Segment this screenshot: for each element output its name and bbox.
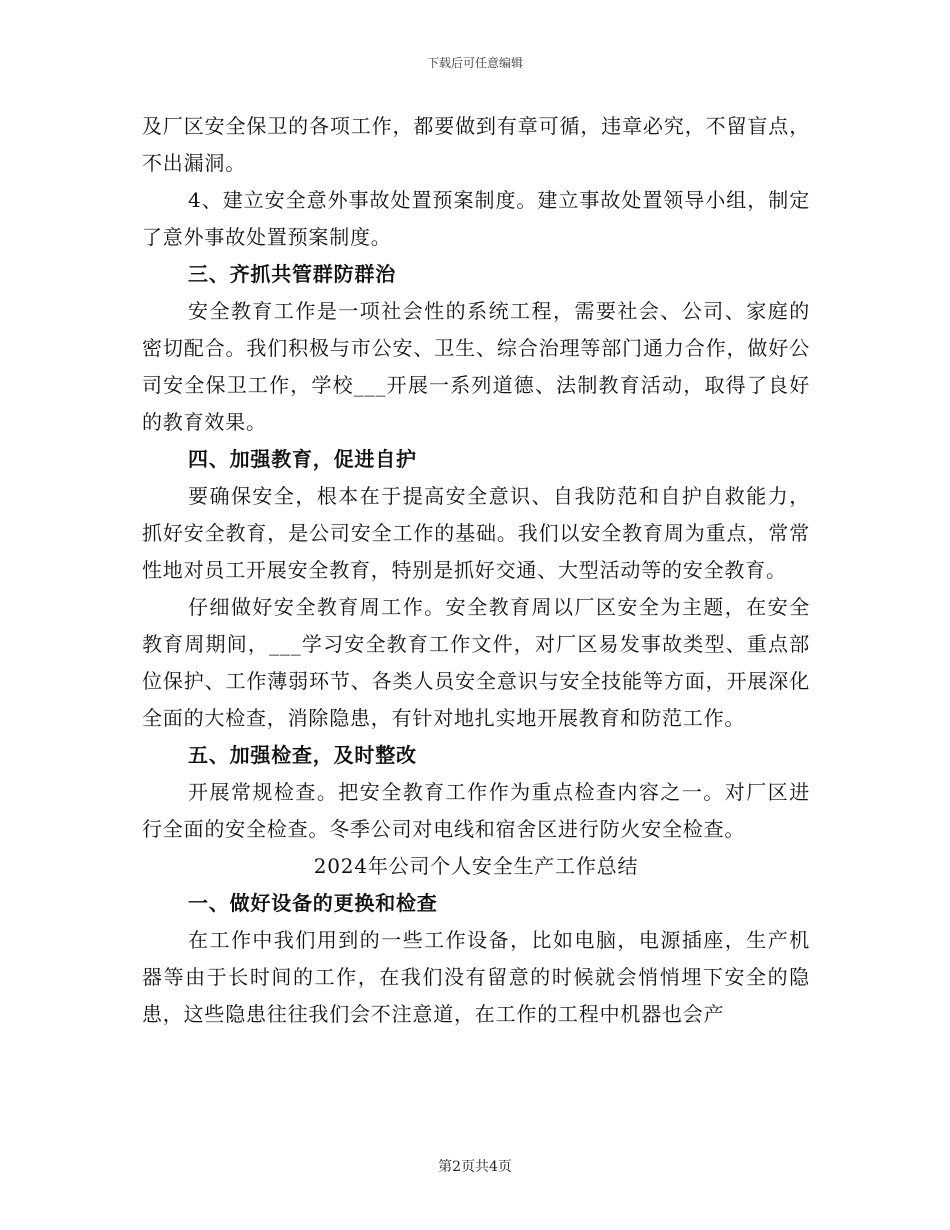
document-title: 2024年公司个人安全生产工作总结 [313, 854, 639, 878]
paragraph-education: 要确保安全，根本在于提高安全意识、自我防范和自护自救能力，抓好安全教育，是公司安全工作的基础。我们以安全教育周为重点，常常性地对员工开展安全教育，特别是抓好交通、大型活动等的安全教育。 [142, 484, 810, 582]
paragraph-continuation: 及厂区安全保卫的各项工作，都要做到有章可循，违章必究，不留盲点，不出漏洞。 [142, 114, 810, 175]
paragraph-cooperation: 安全教育工作是一项社会性的系统工程，需要社会、公司、家庭的密切配合。我们积极与市公安、卫生、综合治理等部门通力合作，做好公司安全保卫工作，学校___开展一系列道德、法制教育活动，取得了良好的教育效果。 [142, 299, 810, 434]
page-header: 下载后可任意编辑 [426, 56, 523, 70]
page-footer: 第2页共4页 [438, 1159, 512, 1175]
paragraph-equipment: 在工作中我们用到的一些工作设备，比如电脑，电源插座，生产机器等由于长时间的工作，在我们没有留意的时候就会悄悄埋下安全的隐患，这些隐患往往我们会不注意道，在工作的工程中机器也会产 [142, 928, 810, 1026]
section-heading-4: 四、加强教育，促进自护 [188, 447, 417, 471]
paragraph-item-4: 4、建立安全意外事故处置预案制度。建立事故处置领导小组，制定了意外事故处置预案制度。 [142, 188, 810, 249]
paragraph-education-week: 仔细做好安全教育周工作。安全教育周以厂区安全为主题，在安全教育周期间，___学习安全教育工作文件，对厂区易发事故类型、重点部位保护、工作薄弱环节、各类人员安全意识与安全技能等方面，开展深化全面的大检查，消除隐患，有针对地扎实地开展教育和防范工作。 [142, 595, 810, 730]
section-heading-3: 三、齐抓共管群防群治 [188, 262, 396, 286]
section-heading-5: 五、加强检查，及时整改 [188, 743, 417, 767]
paragraph-inspection: 开展常规检查。把安全教育工作作为重点检查内容之一。对厂区进行全面的安全检查。冬季公司对电线和宿舍区进行防火安全检查。 [142, 780, 810, 841]
document-body [142, 108, 810, 1033]
section-heading-1: 一、做好设备的更换和检查 [188, 891, 438, 915]
